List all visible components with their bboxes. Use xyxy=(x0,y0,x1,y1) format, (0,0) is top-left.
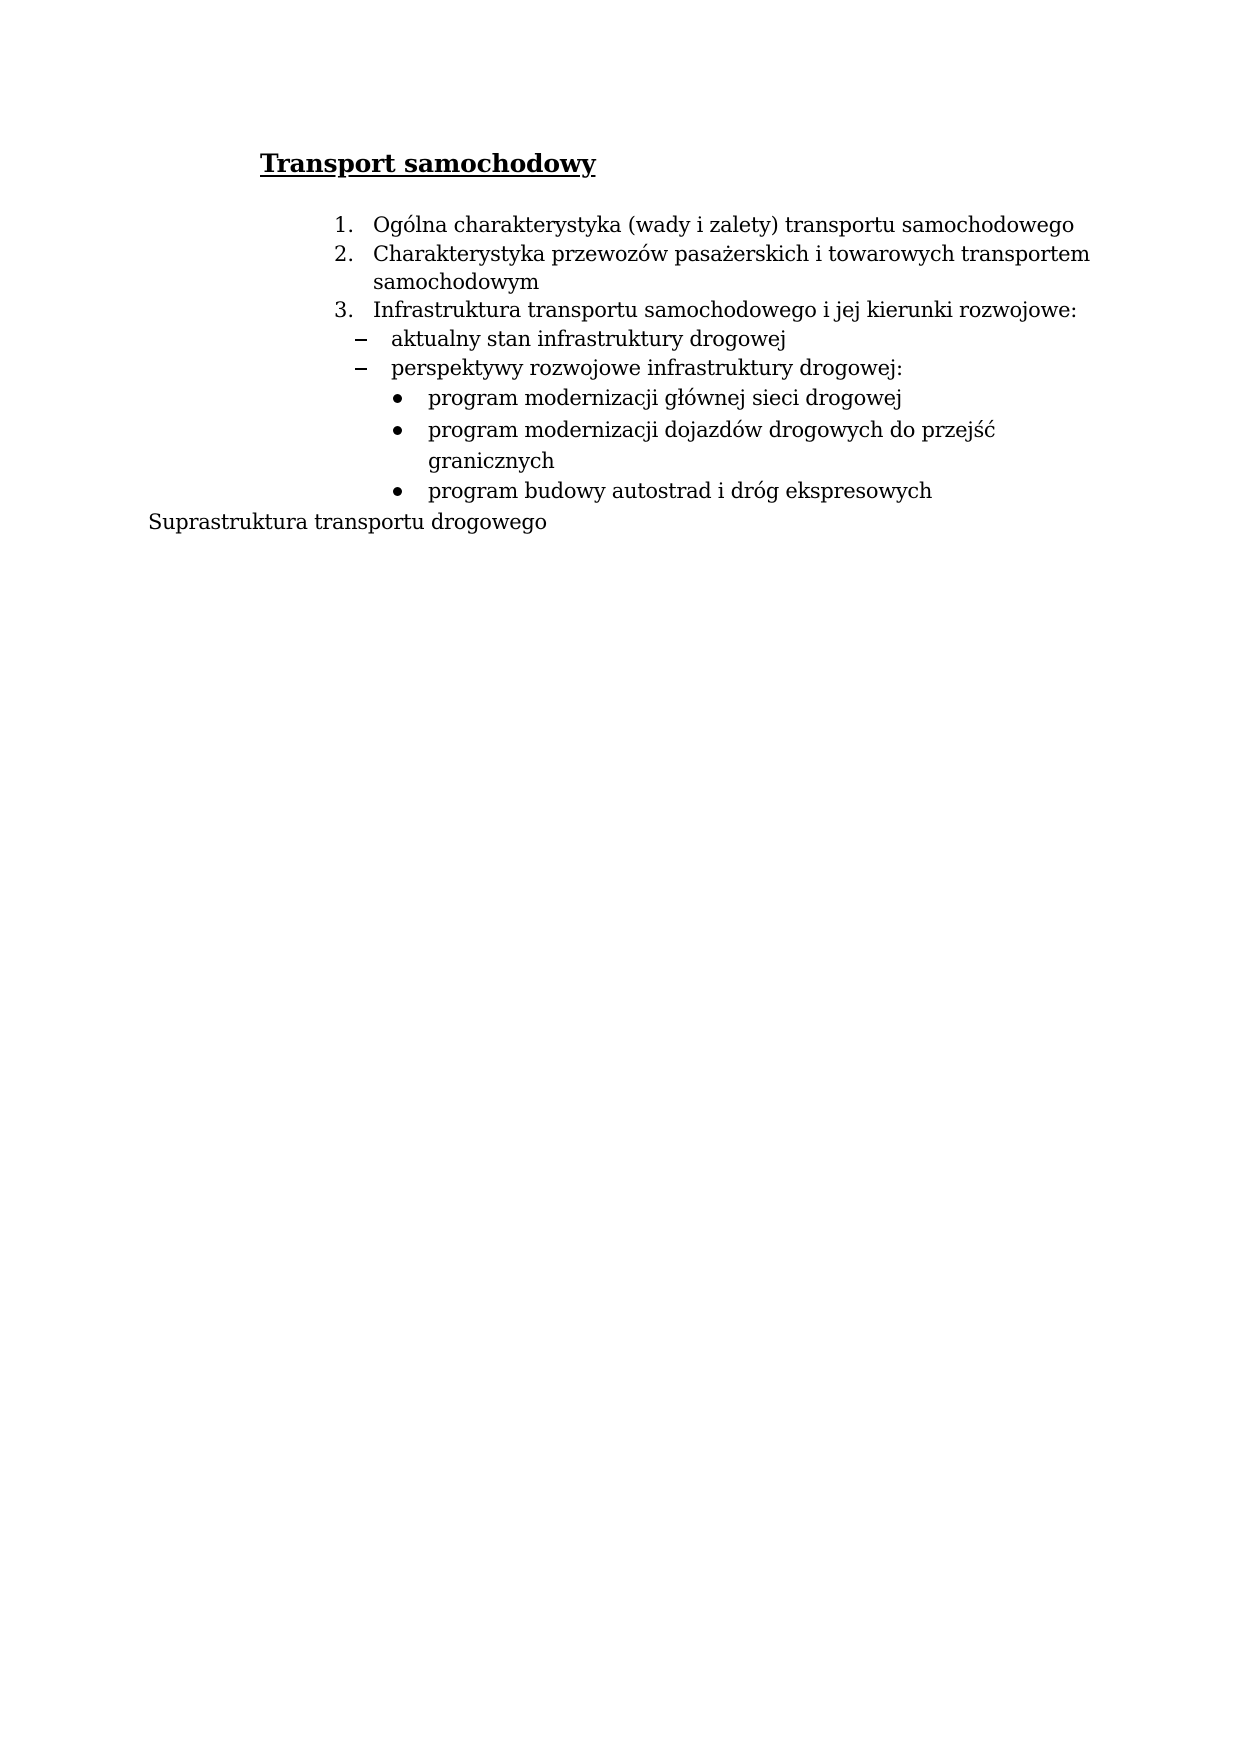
list-item-3-text: Infrastruktura transportu samochodowego i jej kierunki rozwojowe: xyxy=(373,298,1078,322)
dash-marker-1 xyxy=(355,339,367,341)
dash-item-2-text: perspektywy rozwojowe infrastruktury drogowej: xyxy=(391,356,903,380)
list-number-1: 1. xyxy=(334,213,355,237)
list-item-2-text-line-2: samochodowym xyxy=(373,270,540,294)
dash-item-1-text: aktualny stan infrastruktury drogowej xyxy=(391,327,787,351)
bullet-dot-1 xyxy=(393,394,402,403)
bullet-item-2-text-line-1: program modernizacji dojazdów drogowych do przejść xyxy=(428,418,996,442)
list-number-3: 3. xyxy=(334,298,355,322)
closing-line: Suprastruktura transportu drogowego xyxy=(148,510,547,534)
list-item-2-text-line-1: Charakterystyka przewozów pasażerskich i towarowych transportem xyxy=(373,242,1090,266)
dash-marker-2 xyxy=(355,368,367,370)
bullet-dot-3 xyxy=(393,487,402,496)
document-title: Transport samochodowy xyxy=(260,149,596,178)
bullet-item-2-text-line-2: granicznych xyxy=(428,449,555,473)
bullet-item-1-text: program modernizacji głównej sieci drogowej xyxy=(428,386,902,410)
bullet-item-3-text: program budowy autostrad i dróg ekspresowych xyxy=(428,479,933,503)
list-item-1-text: Ogólna charakterystyka (wady i zalety) transportu samochodowego xyxy=(373,213,1075,237)
list-number-2: 2. xyxy=(334,242,355,266)
bullet-dot-2 xyxy=(393,426,402,435)
